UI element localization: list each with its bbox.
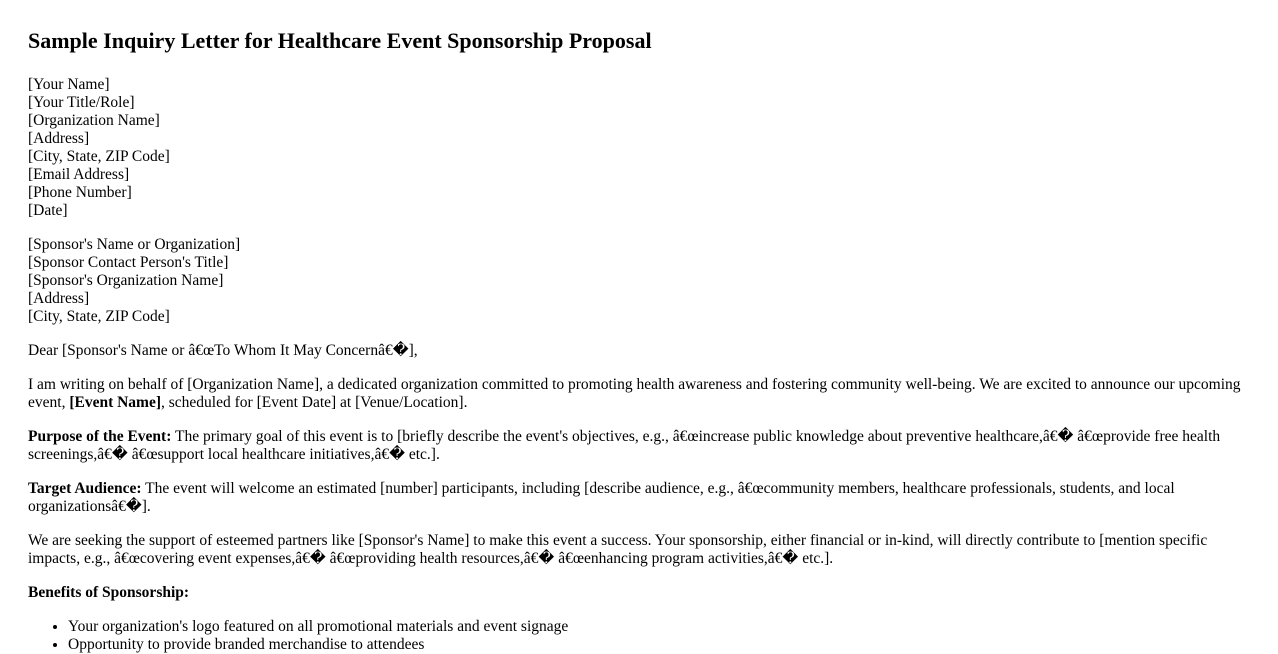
sender-name: [Your Name]	[28, 76, 110, 93]
intro-text-after: , scheduled for [Event Date] at [Venue/Location].	[161, 394, 468, 411]
salutation: Dear [Sponsor's Name or â€œTo Whom It May Concernâ€�],	[28, 342, 418, 359]
list-item: • Opportunity to provide branded merchandise to attendees	[68, 636, 1250, 654]
sender-city-state-zip: [City, State, ZIP Code]	[28, 148, 170, 165]
recipient-city-state-zip: [City, State, ZIP Code]	[28, 308, 170, 325]
page-title: Sample Inquiry Letter for Healthcare Event Sponsorship Proposal	[28, 28, 652, 53]
recipient-organization: [Sponsor's Organization Name]	[28, 272, 224, 289]
letter-date: [Date]	[28, 202, 68, 219]
list-item: • Your organization's logo featured on all promotional materials and event signage	[68, 618, 1250, 636]
support-paragraph: We are seeking the support of esteemed partners like [Sponsor's Name] to make this event a success. Your sponsorship, either financial or in-kind, will directly contribute to [mention specific impacts, e.g., â€œcovering event expenses,â€� â€œproviding health resources,â€� â€œenhancing program activities,â€� etc.].	[28, 532, 1208, 567]
recipient-contact-title: [Sponsor Contact Person's Title]	[28, 254, 229, 271]
sender-phone: [Phone Number]	[28, 184, 132, 201]
intro-text-before: I am writing on behalf of [Organization Name], a dedicated organization committed to promoting health awareness and fostering community well-being. We are excited to announce our upcoming event,	[28, 376, 1241, 411]
sender-address: [Address]	[28, 130, 90, 147]
recipient-name: [Sponsor's Name or Organization]	[28, 236, 241, 253]
purpose-paragraph	[28, 428, 1250, 464]
intro-paragraph	[28, 376, 1250, 412]
purpose-label: Purpose of the Event:	[28, 428, 172, 445]
sender-organization: [Organization Name]	[28, 112, 160, 129]
event-name: [Event Name]	[69, 394, 162, 411]
purpose-text: The primary goal of this event is to [briefly describe the event's objectives, e.g., â€œincrease public knowledge about preventive healthcare,â€� â€œprovide free health screenings,â€� â€œsupport local healthcare initiatives,â€� etc.].	[28, 428, 1221, 463]
audience-label: Target Audience:	[28, 480, 142, 497]
sender-email: [Email Address]	[28, 166, 130, 183]
audience-text: The event will welcome an estimated [number] participants, including [describe audience, e.g., â€œcommunity members, healthcare professionals, students, and local organizationsâ€�].	[28, 480, 1175, 515]
recipient-address-block	[28, 236, 1250, 326]
audience-paragraph	[28, 480, 1250, 516]
recipient-address: [Address]	[28, 290, 90, 307]
benefits-heading-text: Benefits of Sponsorship:	[28, 584, 190, 601]
sender-title: [Your Title/Role]	[28, 94, 135, 111]
sender-address-block	[28, 76, 1250, 220]
benefits-heading	[28, 584, 1250, 602]
benefits-list	[28, 618, 1250, 654]
